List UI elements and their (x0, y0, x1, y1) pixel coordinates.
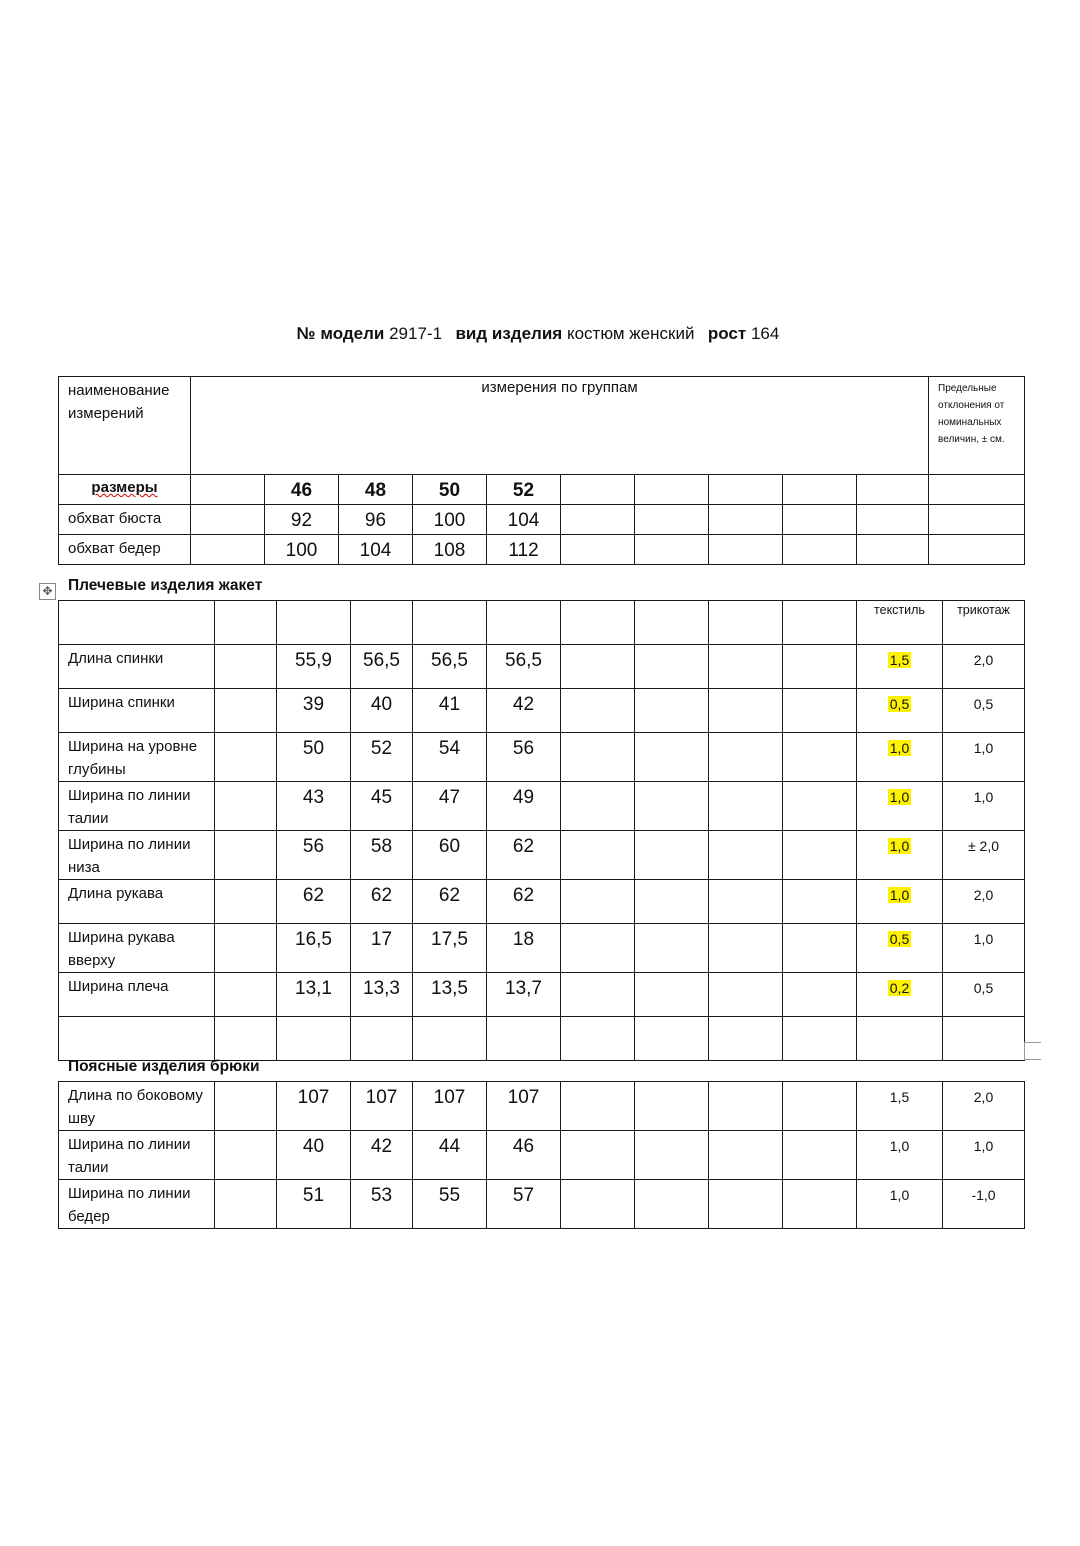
table-row (59, 1082, 1025, 1131)
textile-tolerance (857, 831, 943, 880)
empty-cell (215, 733, 277, 782)
empty-cell (215, 831, 277, 880)
deviation-header: Предельные отклонения от номинальных величин, ± см. (929, 377, 1025, 475)
value-cell: 41 (413, 689, 487, 733)
value-cell: 56,5 (351, 645, 413, 689)
sizes-table (58, 376, 1025, 565)
value-cell: 60 (413, 831, 487, 880)
model-label: № модели (296, 324, 385, 343)
row-label: Длина по боковому шву (59, 1082, 215, 1131)
empty-cell (215, 1082, 277, 1131)
row-label: Длина рукава (59, 880, 215, 924)
value-cell: 100 (265, 535, 339, 565)
row-label: Ширина рукава вверху (59, 924, 215, 973)
textile-tolerance (857, 924, 943, 973)
knit-tolerance: 2,0 (943, 880, 1025, 924)
value-cell: 45 (351, 782, 413, 831)
table-row (59, 880, 1025, 924)
value-cell: 56,5 (413, 645, 487, 689)
highlighted-value: 0,5 (889, 931, 910, 947)
value-cell: 13,3 (351, 973, 413, 1017)
table-move-icon[interactable]: ✥ (39, 583, 56, 600)
value-cell: 53 (351, 1180, 413, 1229)
value-cell: 107 (277, 1082, 351, 1131)
section-title-jacket: Плечевые изделия жакет (68, 577, 263, 594)
table-row (59, 1180, 1025, 1229)
textile-tolerance: 1,5 (857, 1082, 943, 1131)
value-cell: 96 (339, 505, 413, 535)
row-label: Ширина по линии талии (59, 1131, 215, 1180)
value-cell: 62 (487, 880, 561, 924)
textile-tolerance (857, 782, 943, 831)
size-46: 46 (265, 475, 339, 505)
value-cell: 49 (487, 782, 561, 831)
type-label: вид изделия (455, 324, 563, 343)
row-label: обхват бедер (59, 535, 191, 565)
textile-tolerance (857, 880, 943, 924)
value-cell: 56 (487, 733, 561, 782)
type-value: костюм женский (566, 324, 695, 343)
table-resize-handle[interactable] (1024, 1042, 1041, 1060)
highlighted-value: 1,0 (889, 887, 910, 903)
value-cell: 104 (339, 535, 413, 565)
height-label: рост (707, 324, 747, 343)
empty-cell (215, 924, 277, 973)
table-row (59, 782, 1025, 831)
textile-tolerance: 1,0 (857, 1180, 943, 1229)
row-label: Ширина спинки (59, 689, 215, 733)
row-label: Ширина по линии бедер (59, 1180, 215, 1229)
value-cell: 107 (487, 1082, 561, 1131)
value-cell: 55 (413, 1180, 487, 1229)
row-label: Ширина по линии талии (59, 782, 215, 831)
value-cell: 43 (277, 782, 351, 831)
col-textile: текстиль (857, 601, 943, 645)
knit-tolerance: 1,0 (943, 733, 1025, 782)
empty-cell (215, 782, 277, 831)
table-row (59, 733, 1025, 782)
value-cell: 58 (351, 831, 413, 880)
value-cell: 108 (413, 535, 487, 565)
value-cell: 16,5 (277, 924, 351, 973)
size-48: 48 (339, 475, 413, 505)
sizes-label (59, 475, 191, 505)
knit-tolerance: 0,5 (943, 689, 1025, 733)
table-row (59, 645, 1025, 689)
value-cell: 62 (277, 880, 351, 924)
value-cell: 17 (351, 924, 413, 973)
knit-tolerance: 0,5 (943, 973, 1025, 1017)
empty-cell (215, 880, 277, 924)
value-cell: 13,7 (487, 973, 561, 1017)
value-cell: 42 (351, 1131, 413, 1180)
table-row (59, 924, 1025, 973)
value-cell: 54 (413, 733, 487, 782)
value-cell: 40 (351, 689, 413, 733)
table-row (59, 831, 1025, 880)
knit-tolerance: 2,0 (943, 645, 1025, 689)
empty-cell (215, 645, 277, 689)
value-cell: 40 (277, 1131, 351, 1180)
highlighted-value: 1,5 (889, 652, 910, 668)
value-cell: 62 (413, 880, 487, 924)
value-cell: 55,9 (277, 645, 351, 689)
document-title (0, 324, 1080, 344)
highlighted-value: 1,0 (889, 740, 910, 756)
value-cell: 52 (351, 733, 413, 782)
value-cell: 13,5 (413, 973, 487, 1017)
value-cell: 39 (277, 689, 351, 733)
textile-tolerance (857, 973, 943, 1017)
value-cell: 17,5 (413, 924, 487, 973)
value-cell: 42 (487, 689, 561, 733)
empty-cell (191, 475, 265, 505)
empty-cell (215, 973, 277, 1017)
row-label: Ширина по линии низа (59, 831, 215, 880)
size-50: 50 (413, 475, 487, 505)
groups-header: измерения по группам (191, 377, 929, 475)
value-cell: 46 (487, 1131, 561, 1180)
empty-cell (215, 689, 277, 733)
textile-tolerance (857, 689, 943, 733)
knit-tolerance: 1,0 (943, 782, 1025, 831)
highlighted-value: 0,5 (889, 696, 910, 712)
table-row (59, 689, 1025, 733)
sizes-label-text: размеры (91, 479, 158, 496)
row-label: Ширина плеча (59, 973, 215, 1017)
jacket-table (58, 600, 1025, 1061)
highlighted-value: 1,0 (889, 838, 910, 854)
value-cell: 50 (277, 733, 351, 782)
value-cell: 18 (487, 924, 561, 973)
knit-tolerance: -1,0 (943, 1180, 1025, 1229)
value-cell: 107 (351, 1082, 413, 1131)
value-cell: 62 (487, 831, 561, 880)
value-cell: 51 (277, 1180, 351, 1229)
knit-tolerance: 1,0 (943, 1131, 1025, 1180)
empty-cell (215, 1180, 277, 1229)
value-cell: 112 (487, 535, 561, 565)
value-cell: 56 (277, 831, 351, 880)
value-cell: 47 (413, 782, 487, 831)
table-row (59, 1131, 1025, 1180)
value-cell: 13,1 (277, 973, 351, 1017)
size-52: 52 (487, 475, 561, 505)
model-value: 2917-1 (389, 324, 443, 343)
row-label: обхват бюста (59, 505, 191, 535)
value-cell: 44 (413, 1131, 487, 1180)
trousers-table (58, 1081, 1025, 1229)
value-cell: 62 (351, 880, 413, 924)
value-cell: 92 (265, 505, 339, 535)
section-title-trousers: Поясные изделия брюки (68, 1058, 260, 1075)
empty-cell (215, 1131, 277, 1180)
value-cell: 56,5 (487, 645, 561, 689)
textile-tolerance: 1,0 (857, 1131, 943, 1180)
value-cell: 100 (413, 505, 487, 535)
height-value: 164 (750, 324, 780, 343)
measure-name-header: наименование измерений (59, 377, 191, 475)
knit-tolerance: ± 2,0 (943, 831, 1025, 880)
knit-tolerance: 1,0 (943, 924, 1025, 973)
textile-tolerance (857, 645, 943, 689)
row-label: Ширина на уровне глубины (59, 733, 215, 782)
col-knit: трикотаж (943, 601, 1025, 645)
highlighted-value: 0,2 (889, 980, 910, 996)
table-row (59, 973, 1025, 1017)
highlighted-value: 1,0 (889, 789, 910, 805)
knit-tolerance: 2,0 (943, 1082, 1025, 1131)
value-cell: 104 (487, 505, 561, 535)
row-label: Длина спинки (59, 645, 215, 689)
value-cell: 107 (413, 1082, 487, 1131)
textile-tolerance (857, 733, 943, 782)
value-cell: 57 (487, 1180, 561, 1229)
